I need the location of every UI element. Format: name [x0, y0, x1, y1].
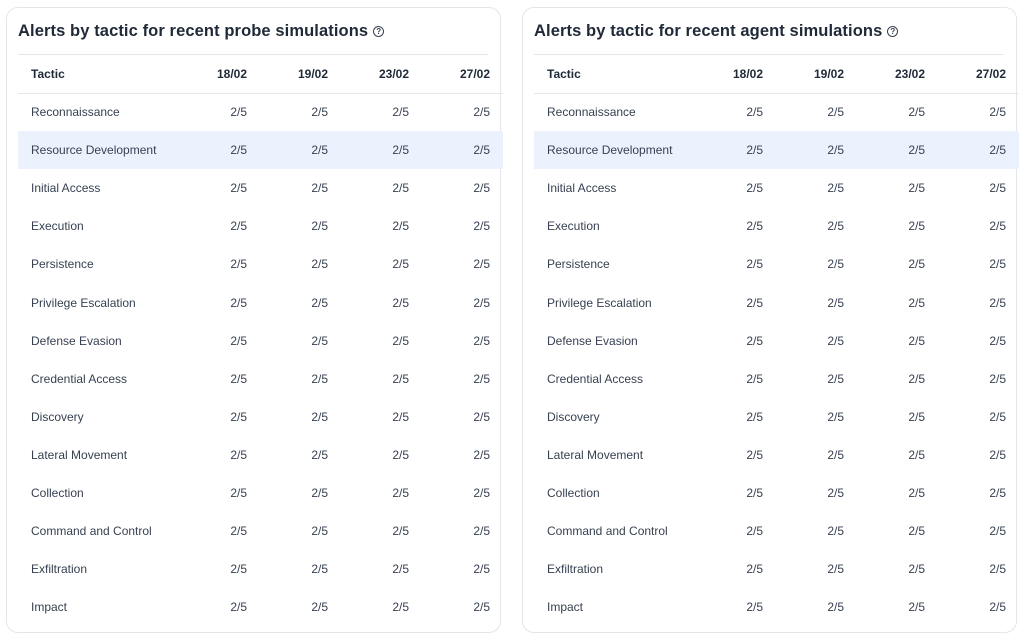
- alert-count-cell: 2/5: [230, 333, 247, 348]
- alert-count-cell: 2/5: [311, 409, 328, 424]
- tactic-cell: Reconnaissance: [31, 105, 120, 120]
- column-header-date[interactable]: 27/02: [975, 66, 1006, 81]
- alert-count-cell: 2/5: [827, 181, 844, 196]
- tactic-cell: Impact: [31, 600, 68, 615]
- alert-count-cell: 2/5: [989, 371, 1006, 386]
- alert-count-cell: 2/5: [746, 447, 763, 462]
- alert-count-cell: 2/5: [311, 524, 328, 539]
- help-circle-icon[interactable]: ?: [373, 26, 384, 37]
- column-header-date[interactable]: 23/02: [378, 66, 409, 81]
- card-title: Alerts by tactic for recent agent simulations: [534, 21, 883, 40]
- alert-count-cell: 2/5: [827, 524, 844, 539]
- table-row[interactable]: [534, 93, 1019, 131]
- alert-count-cell: 2/5: [473, 409, 490, 424]
- card-header: [534, 8, 1004, 55]
- alert-count-cell: 2/5: [230, 562, 247, 577]
- alert-count-cell: 2/5: [392, 409, 409, 424]
- alert-count-cell: 2/5: [473, 219, 490, 234]
- alert-count-cell: 2/5: [989, 181, 1006, 196]
- alert-count-cell: 2/5: [473, 447, 490, 462]
- alert-count-cell: 2/5: [746, 333, 763, 348]
- alert-count-cell: 2/5: [311, 105, 328, 120]
- alert-count-cell: 2/5: [827, 600, 844, 615]
- alert-count-cell: 2/5: [230, 181, 247, 196]
- alert-count-cell: 2/5: [989, 447, 1006, 462]
- table-row[interactable]: [18, 588, 503, 626]
- table-row[interactable]: [534, 131, 1019, 169]
- alert-count-cell: 2/5: [392, 485, 409, 500]
- alert-count-cell: 2/5: [827, 257, 844, 272]
- column-header-date[interactable]: 19/02: [297, 66, 328, 81]
- tactic-cell: Resource Development: [534, 131, 695, 169]
- table-row[interactable]: [18, 169, 503, 207]
- table-row[interactable]: [534, 283, 1019, 321]
- alert-count-cell: 2/5: [827, 409, 844, 424]
- table-row[interactable]: [18, 398, 503, 436]
- alert-count-cell: 2/5: [311, 181, 328, 196]
- alert-count-cell: 2/5: [311, 219, 328, 234]
- alert-count-cell: 2/5: [989, 219, 1006, 234]
- alert-count-cell: 2/5: [989, 524, 1006, 539]
- alert-count-cell: 2/5: [938, 131, 1019, 169]
- alert-count-cell: 2/5: [473, 257, 490, 272]
- column-header-date[interactable]: 18/02: [216, 66, 247, 81]
- table-row[interactable]: [18, 474, 503, 512]
- alert-count-cell: 2/5: [311, 371, 328, 386]
- alert-count-cell: 2/5: [311, 485, 328, 500]
- alert-count-cell: 2/5: [473, 485, 490, 500]
- alert-count-cell: 2/5: [392, 257, 409, 272]
- alert-count-cell: 2/5: [392, 371, 409, 386]
- table-row[interactable]: [534, 398, 1019, 436]
- alert-count-cell: 2/5: [989, 295, 1006, 310]
- alert-count-cell: 2/5: [473, 524, 490, 539]
- alert-count-cell: 2/5: [908, 485, 925, 500]
- tactic-cell: Exfiltration: [547, 562, 604, 577]
- column-header-tactic[interactable]: Tactic: [31, 66, 65, 81]
- tactic-cell: Defense Evasion: [547, 333, 638, 348]
- alert-count-cell: 2/5: [908, 295, 925, 310]
- table-row[interactable]: [534, 588, 1019, 626]
- table-row[interactable]: [18, 360, 503, 398]
- column-header-tactic[interactable]: Tactic: [547, 66, 581, 81]
- table-row[interactable]: [18, 512, 503, 550]
- tactic-cell: Credential Access: [547, 371, 644, 386]
- alert-count-cell: 2/5: [230, 524, 247, 539]
- tactic-cell: Lateral Movement: [547, 447, 644, 462]
- tactic-cell: Collection: [31, 485, 84, 500]
- card-title: Alerts by tactic for recent probe simulations: [18, 21, 369, 40]
- alert-count-cell: 2/5: [908, 257, 925, 272]
- tactic-cell: Execution: [547, 219, 600, 234]
- alert-count-cell: 2/5: [827, 333, 844, 348]
- alert-count-cell: 2/5: [746, 600, 763, 615]
- alert-count-cell: 2/5: [473, 295, 490, 310]
- alert-count-cell: 2/5: [989, 333, 1006, 348]
- alert-count-cell: 2/5: [230, 447, 247, 462]
- alert-count-cell: 2/5: [908, 409, 925, 424]
- alert-count-cell: 2/5: [392, 447, 409, 462]
- tactic-cell: Lateral Movement: [31, 447, 128, 462]
- tactic-cell: Impact: [547, 600, 584, 615]
- alert-count-cell: 2/5: [230, 485, 247, 500]
- alert-count-cell: 2/5: [746, 409, 763, 424]
- alert-count-cell: 2/5: [311, 447, 328, 462]
- probe-simulations-card: [6, 7, 501, 633]
- tactic-cell: Command and Control: [547, 524, 668, 539]
- alert-count-cell: 2/5: [230, 600, 247, 615]
- column-header-date[interactable]: 23/02: [894, 66, 925, 81]
- alert-count-cell: 2/5: [422, 131, 503, 169]
- alert-count-cell: 2/5: [473, 371, 490, 386]
- column-header-date[interactable]: 19/02: [813, 66, 844, 81]
- alert-count-cell: 2/5: [746, 524, 763, 539]
- alert-count-cell: 2/5: [989, 409, 1006, 424]
- alert-count-cell: 2/5: [908, 524, 925, 539]
- alert-count-cell: 2/5: [230, 219, 247, 234]
- alert-count-cell: 2/5: [473, 562, 490, 577]
- alert-count-cell: 2/5: [392, 562, 409, 577]
- alert-count-cell: 2/5: [392, 219, 409, 234]
- alert-count-cell: 2/5: [827, 219, 844, 234]
- alert-count-cell: 2/5: [827, 562, 844, 577]
- table-row[interactable]: [18, 131, 503, 169]
- card-header: [18, 8, 488, 55]
- alert-count-cell: 2/5: [827, 485, 844, 500]
- alert-count-cell: 2/5: [989, 562, 1006, 577]
- table-header-row: [534, 55, 1019, 93]
- alert-count-cell: 2/5: [746, 181, 763, 196]
- alert-count-cell: 2/5: [230, 295, 247, 310]
- table-header-row: [18, 55, 503, 93]
- alert-count-cell: 2/5: [908, 219, 925, 234]
- alert-count-cell: 2/5: [392, 105, 409, 120]
- tactic-cell: Reconnaissance: [547, 105, 636, 120]
- table-row[interactable]: [18, 436, 503, 474]
- tactic-cell: Discovery: [31, 409, 84, 424]
- alert-count-cell: 2/5: [989, 257, 1006, 272]
- table-row[interactable]: [18, 245, 503, 283]
- column-header-date[interactable]: 18/02: [732, 66, 763, 81]
- table-row[interactable]: [534, 169, 1019, 207]
- alert-count-cell: 2/5: [908, 600, 925, 615]
- tactic-cell: Defense Evasion: [31, 333, 122, 348]
- alert-count-cell: 2/5: [827, 295, 844, 310]
- alert-count-cell: 2/5: [473, 105, 490, 120]
- tactic-cell: Persistence: [547, 257, 610, 272]
- table-row[interactable]: [18, 322, 503, 360]
- alert-count-cell: 2/5: [311, 600, 328, 615]
- tactic-cell: Collection: [547, 485, 600, 500]
- alert-count-cell: 2/5: [392, 181, 409, 196]
- table-row[interactable]: [18, 550, 503, 588]
- alert-count-cell: 2/5: [311, 562, 328, 577]
- alert-count-cell: 2/5: [908, 447, 925, 462]
- alert-count-cell: 2/5: [908, 105, 925, 120]
- tactic-cell: Initial Access: [547, 181, 617, 196]
- table-row[interactable]: [18, 207, 503, 245]
- agent-simulations-card: [522, 7, 1017, 633]
- alert-count-cell: 2/5: [392, 333, 409, 348]
- table-row[interactable]: [534, 207, 1019, 245]
- table-row[interactable]: [534, 360, 1019, 398]
- table-row[interactable]: [18, 93, 503, 131]
- tactic-cell: Privilege Escalation: [31, 295, 136, 310]
- alert-count-cell: 2/5: [392, 295, 409, 310]
- alert-count-cell: 2/5: [746, 257, 763, 272]
- alert-count-cell: 2/5: [776, 131, 857, 169]
- alert-count-cell: 2/5: [230, 257, 247, 272]
- table-row[interactable]: [534, 245, 1019, 283]
- alert-count-cell: 2/5: [746, 485, 763, 500]
- table-row[interactable]: [534, 436, 1019, 474]
- tactic-cell: Command and Control: [31, 524, 152, 539]
- alert-count-cell: 2/5: [311, 295, 328, 310]
- table-row[interactable]: [534, 474, 1019, 512]
- tactic-cell: Privilege Escalation: [547, 295, 652, 310]
- alert-count-cell: 2/5: [989, 105, 1006, 120]
- alert-count-cell: 2/5: [746, 371, 763, 386]
- alert-count-cell: 2/5: [260, 131, 341, 169]
- alert-count-cell: 2/5: [746, 562, 763, 577]
- alert-count-cell: 2/5: [230, 105, 247, 120]
- alert-count-cell: 2/5: [230, 409, 247, 424]
- alert-count-cell: 2/5: [311, 257, 328, 272]
- alert-count-cell: 2/5: [473, 600, 490, 615]
- tactic-cell: Resource Development: [18, 131, 179, 169]
- tactic-cell: Initial Access: [31, 181, 101, 196]
- help-circle-icon[interactable]: ?: [887, 26, 898, 37]
- alert-count-cell: 2/5: [392, 524, 409, 539]
- tactic-cell: Credential Access: [31, 371, 128, 386]
- alert-count-cell: 2/5: [341, 131, 422, 169]
- alert-count-cell: 2/5: [989, 600, 1006, 615]
- alert-count-cell: 2/5: [746, 105, 763, 120]
- tactic-cell: Exfiltration: [31, 562, 88, 577]
- tactic-cell: Persistence: [31, 257, 94, 272]
- alerts-table: [534, 55, 1019, 626]
- alert-count-cell: 2/5: [230, 371, 247, 386]
- tactic-cell: Execution: [31, 219, 84, 234]
- alert-count-cell: 2/5: [179, 131, 260, 169]
- alert-count-cell: 2/5: [827, 447, 844, 462]
- alert-count-cell: 2/5: [473, 181, 490, 196]
- column-header-date[interactable]: 27/02: [459, 66, 490, 81]
- table-row[interactable]: [18, 283, 503, 321]
- alert-count-cell: 2/5: [695, 131, 776, 169]
- alert-count-cell: 2/5: [473, 333, 490, 348]
- table-row[interactable]: [534, 322, 1019, 360]
- alert-count-cell: 2/5: [746, 295, 763, 310]
- alert-count-cell: 2/5: [392, 600, 409, 615]
- alert-count-cell: 2/5: [827, 371, 844, 386]
- alerts-table: [18, 55, 503, 626]
- alert-count-cell: 2/5: [908, 181, 925, 196]
- alert-count-cell: 2/5: [908, 371, 925, 386]
- table-row[interactable]: [534, 550, 1019, 588]
- alert-count-cell: 2/5: [908, 562, 925, 577]
- alert-count-cell: 2/5: [311, 333, 328, 348]
- alert-count-cell: 2/5: [746, 219, 763, 234]
- alert-count-cell: 2/5: [989, 485, 1006, 500]
- table-row[interactable]: [534, 512, 1019, 550]
- tactic-cell: Discovery: [547, 409, 600, 424]
- alert-count-cell: 2/5: [857, 131, 938, 169]
- alert-count-cell: 2/5: [908, 333, 925, 348]
- alert-count-cell: 2/5: [827, 105, 844, 120]
